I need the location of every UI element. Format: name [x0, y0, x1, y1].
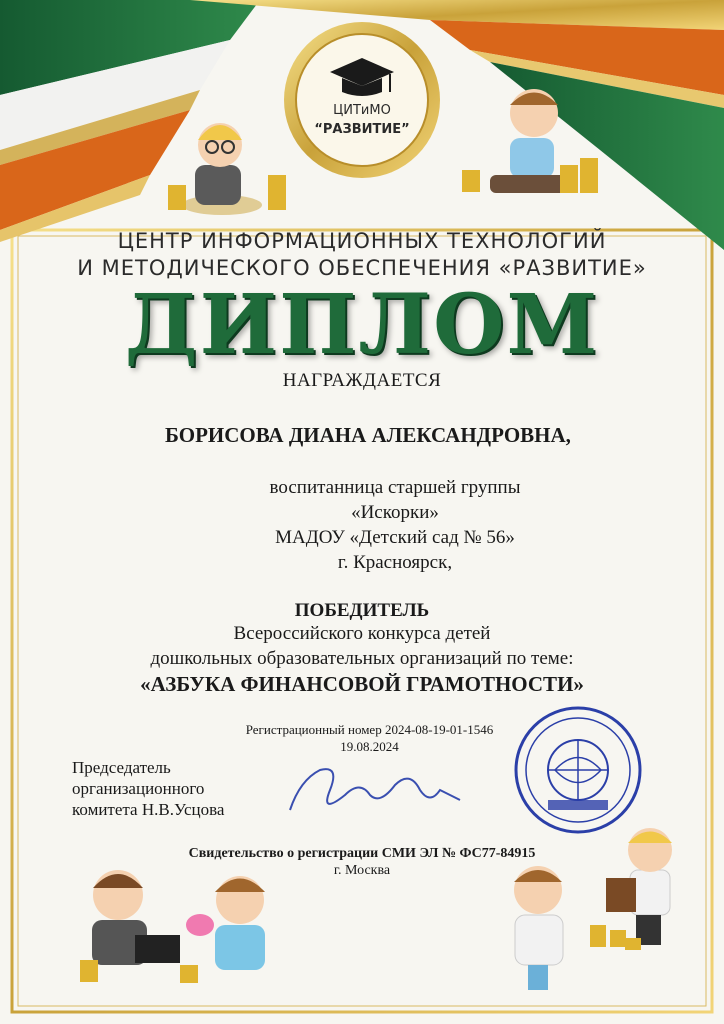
logo-text-line2: “РАЗВИТИЕ”: [314, 122, 410, 137]
signatory-line2: организационного: [72, 779, 205, 798]
contest-line2: дошкольных образовательных организаций по теме:: [150, 648, 574, 669]
child-illustration-bottom-girl: [186, 876, 265, 970]
child-illustration-top-left: [182, 123, 262, 215]
registration-info: [232, 721, 507, 755]
contest-theme: «АЗБУКА ФИНАНСОВОЙ ГРАМОТНОСТИ»: [140, 672, 584, 696]
awarded-label: НАГРАЖДАЕТСЯ: [282, 370, 442, 391]
signatory-line1: Председатель: [72, 758, 171, 777]
recipient-group: воспитанница старшей группы: [269, 477, 521, 498]
winner-label: ПОБЕДИТЕЛЬ: [294, 600, 430, 621]
logo-text-line1: ЦИТиМО: [333, 103, 391, 118]
organization-stamp: [516, 708, 640, 832]
media-registration: Свидетельство о регистрации СМИ ЭЛ № ФС77-84915: [188, 846, 536, 861]
registration-date: 19.08.2024: [340, 739, 399, 754]
signatory-line3: комитета Н.В.Усцова: [72, 800, 225, 819]
coin-stack-bottom-right: [590, 925, 641, 950]
child-illustration-bottom-right: [514, 866, 563, 990]
recipient-name: БОРИСОВА ДИАНА АЛЕКСАНДРОВНА,: [165, 423, 571, 447]
organization-name: [0, 228, 724, 282]
footer-city: г. Москва: [333, 863, 391, 878]
handwritten-signature: [290, 769, 460, 810]
signatory-block: [72, 757, 224, 820]
diploma-title: ДИПЛОМ: [124, 277, 600, 373]
registration-number: Регистрационный номер 2024-08-19-01-1546: [245, 722, 494, 737]
recipient-institution: МАДОУ «Детский сад № 56»: [275, 527, 515, 548]
organization-name-line1: ЦЕНТР ИНФОРМАЦИОННЫХ ТЕХНОЛОГИЙ: [117, 229, 607, 253]
child-illustration-bottom-left: [92, 870, 180, 965]
recipient-city: г. Красноярск,: [337, 552, 453, 573]
recipient-group-name: «Искорки»: [351, 502, 439, 523]
organization-name-line2: И МЕТОДИЧЕСКОГО ОБЕСПЕЧЕНИЯ «РАЗВИТИЕ»: [77, 256, 647, 280]
contest-line1: Всероссийского конкурса детей: [233, 623, 491, 644]
